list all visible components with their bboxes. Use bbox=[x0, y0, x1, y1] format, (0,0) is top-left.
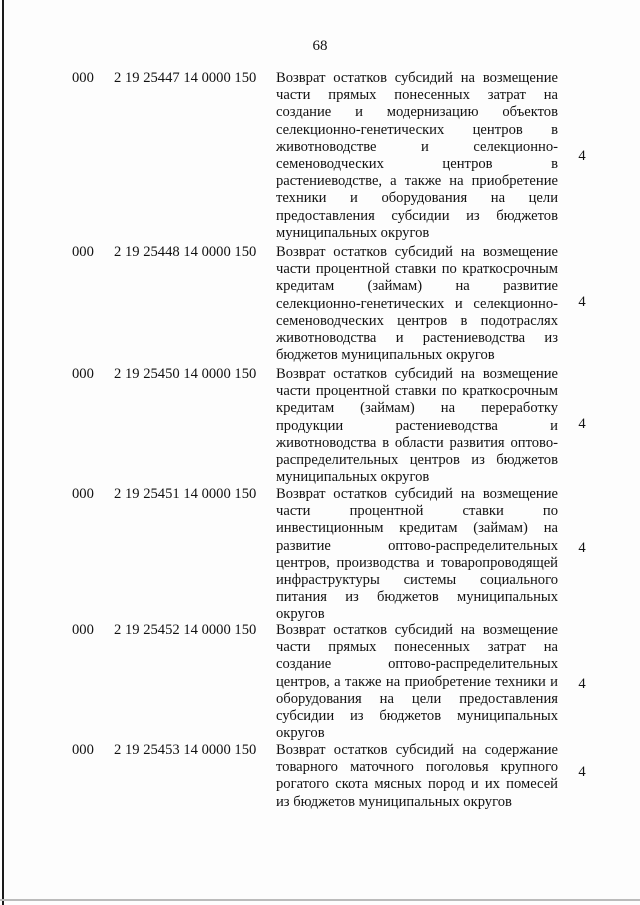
income-description bbox=[276, 70, 558, 242]
table-row bbox=[0, 70, 640, 242]
description-line: муниципальных округов bbox=[276, 469, 430, 486]
admin-code: 000 bbox=[72, 70, 94, 86]
budget-classification-code: 2 19 25451 14 0000 150 bbox=[114, 486, 257, 502]
description-line: растениеводстве, а также на приобретение bbox=[276, 173, 558, 190]
scan-bottom-edge bbox=[0, 899, 640, 901]
description-line: бюджетов муниципальных округов bbox=[276, 347, 495, 364]
table-row bbox=[0, 486, 640, 624]
description-line: создание и модернизацию объектов bbox=[276, 104, 558, 121]
description-line: питания из бюджетов муниципальных bbox=[276, 589, 558, 606]
description-line: Возврат остатков субсидий на возмещение bbox=[276, 70, 558, 86]
description-line: рогатого скота мясных пород и их помесей bbox=[276, 776, 558, 793]
description-line: Возврат остатков субсидий на возмещение bbox=[276, 486, 558, 502]
table-row bbox=[0, 622, 640, 742]
description-line: части процентной ставки по краткосрочным bbox=[276, 261, 558, 278]
admin-code: 000 bbox=[72, 486, 94, 502]
budget-classification-code: 2 19 25448 14 0000 150 bbox=[114, 244, 257, 260]
description-line: животноводства в области развития оптово- bbox=[276, 434, 558, 451]
description-line: Возврат остатков субсидий на содержание bbox=[276, 742, 558, 758]
description-line: Возврат остатков субсидий на возмещение bbox=[276, 244, 558, 260]
description-line: из бюджетов муниципальных округов bbox=[276, 793, 512, 810]
description-line: инвестиционным кредитам (займам) на bbox=[276, 520, 558, 537]
admin-code: 000 bbox=[72, 622, 94, 638]
amount-value: 4 bbox=[578, 676, 586, 692]
description-line: части процентной ставки по краткосрочным bbox=[276, 383, 558, 400]
admin-code: 000 bbox=[72, 244, 94, 260]
description-line: округов bbox=[276, 725, 325, 742]
description-line: семеноводческих центров в подотраслях bbox=[276, 312, 558, 329]
description-line: части прямых понесенных затрат на bbox=[276, 87, 558, 104]
description-line: округов bbox=[276, 606, 325, 623]
income-description bbox=[276, 366, 558, 486]
amount-value: 4 bbox=[578, 416, 586, 432]
income-description bbox=[276, 486, 558, 624]
page-number: 68 bbox=[312, 38, 328, 54]
amount-value: 4 bbox=[578, 764, 586, 780]
description-line: субсидии из бюджетов муниципальных bbox=[276, 707, 558, 724]
description-line: продукции растениеводства и bbox=[276, 417, 558, 434]
income-description bbox=[276, 742, 558, 811]
table-row bbox=[0, 742, 640, 811]
description-line: Возврат остатков субсидий на возмещение bbox=[276, 622, 558, 638]
description-line: кредитам (займам) на развитие bbox=[276, 278, 558, 295]
description-line: распределительных центров из бюджетов bbox=[276, 451, 558, 468]
description-line: части прямых понесенных затрат на bbox=[276, 639, 558, 656]
admin-code: 000 bbox=[72, 742, 94, 758]
budget-classification-code: 2 19 25453 14 0000 150 bbox=[114, 742, 257, 758]
income-description bbox=[276, 622, 558, 742]
description-line: селекционно-генетических и селекционно- bbox=[276, 295, 558, 312]
description-line: техники и оборудования на цели bbox=[276, 190, 558, 207]
admin-code: 000 bbox=[72, 366, 94, 382]
amount-value: 4 bbox=[578, 540, 586, 556]
description-line: инфраструктуры системы социального bbox=[276, 571, 558, 588]
description-line: Возврат остатков субсидий на возмещение bbox=[276, 366, 558, 382]
description-line: развитие оптово-распределительных bbox=[276, 537, 558, 554]
table-row bbox=[0, 366, 640, 486]
description-line: животноводства и растениеводства из bbox=[276, 329, 558, 346]
description-line: центров, а также на приобретение техники и bbox=[276, 673, 558, 690]
description-line: селекционно-генетических центров в bbox=[276, 121, 558, 138]
description-line: муниципальных округов bbox=[276, 224, 430, 241]
description-line: кредитам (займам) на переработку bbox=[276, 400, 558, 417]
income-description bbox=[276, 244, 558, 364]
amount-value: 4 bbox=[578, 294, 586, 310]
description-line: центров, производства и товаропроводящей bbox=[276, 554, 558, 571]
budget-classification-code: 2 19 25452 14 0000 150 bbox=[114, 622, 257, 638]
description-line: оборудования на цели предоставления bbox=[276, 690, 558, 707]
description-line: животноводстве и селекционно- bbox=[276, 138, 558, 155]
table-row bbox=[0, 244, 640, 364]
description-line: семеноводческих центров в bbox=[276, 155, 558, 172]
budget-classification-code: 2 19 25447 14 0000 150 bbox=[114, 70, 257, 86]
amount-value: 4 bbox=[578, 148, 586, 164]
description-line: создание оптово-распределительных bbox=[276, 656, 558, 673]
description-line: части процентной ставки по bbox=[276, 503, 558, 520]
description-line: товарного маточного поголовья крупного bbox=[276, 759, 558, 776]
budget-classification-code: 2 19 25450 14 0000 150 bbox=[114, 366, 257, 382]
description-line: предоставления субсидии из бюджетов bbox=[276, 207, 558, 224]
